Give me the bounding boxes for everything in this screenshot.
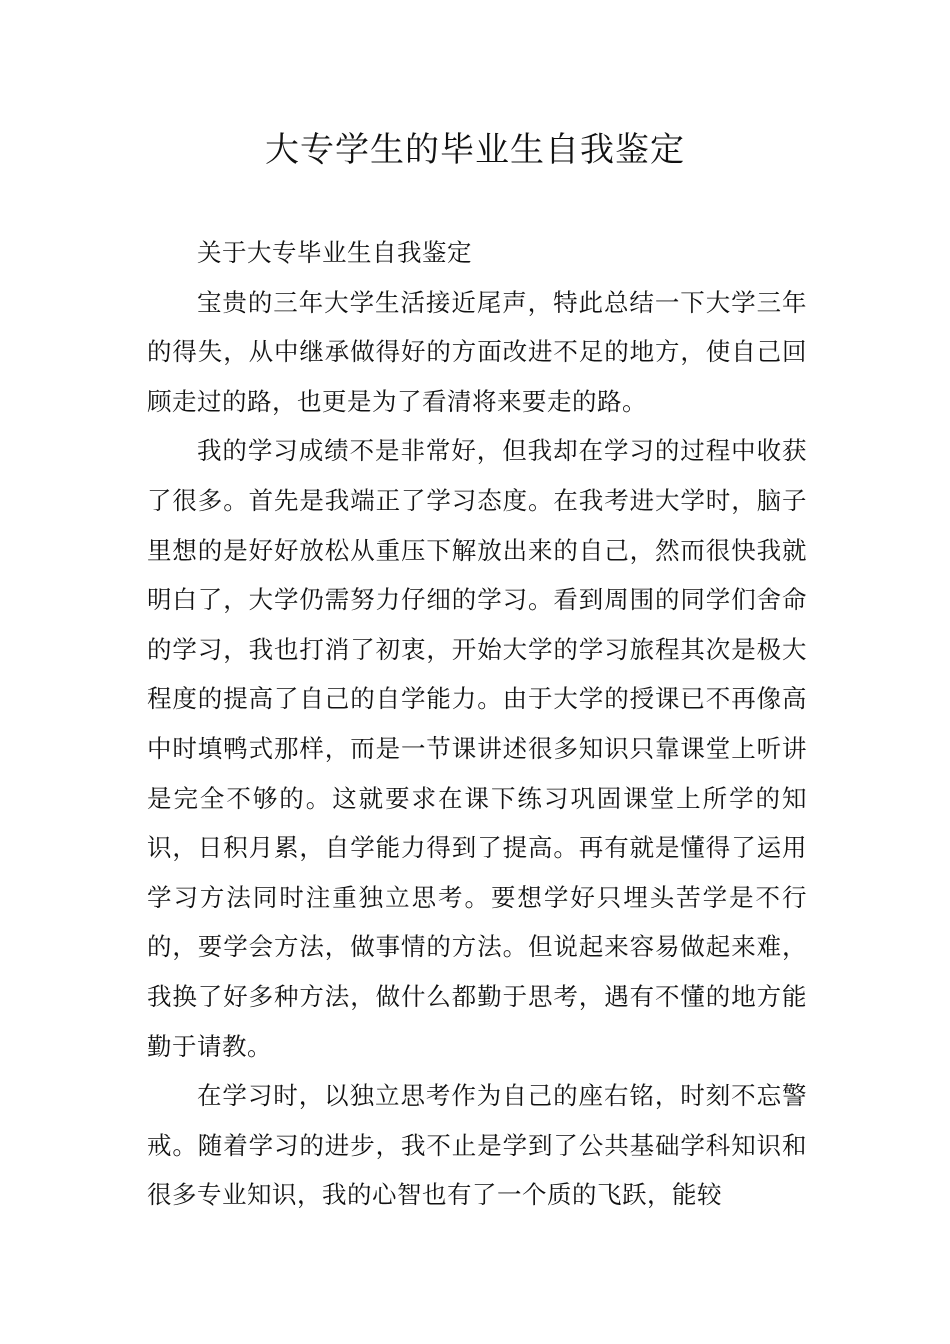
paragraph-subtitle: 关于大专毕业生自我鉴定: [197, 238, 472, 267]
document-title: 大专学生的毕业生自我鉴定: [265, 130, 685, 170]
document-body: [147, 228, 807, 1220]
paragraph-study: 我的学习成绩不是非常好，但我却在学习的过程中收获了很多。首先是我端正了学习态度。在我考进大学时，脑子里想的是好好放松从重压下解放出来的自己，然而很快我就明白了，大学仍需努力仔细的学习。看到周围的同学们舍命的学习，我也打消了初衷，开始大学的学习旅程其次是极大程度的提高了自己的自学能力。由于大学的授课已不再像高中时填鸭式那样，而是一节课讲述很多知识只靠课堂上听讲是完全不够的。这就要求在课下练习巩固课堂上所学的知识，日积月累，自学能力得到了提高。再有就是懂得了运用学习方法同时注重独立思考。要想学好只埋头苦学是不行的，要学会方法，做事情的方法。但说起来容易做起来难，我换了好多种方法，做什么都勤于思考，遇有不懂的地方能勤于请教。: [147, 436, 807, 1061]
paragraph-learning: 在学习时，以独立思考作为自己的座右铭，时刻不忘警戒。随着学习的进步，我不止是学到了公共基础学科知识和很多专业知识，我的心智也有了一个质的飞跃，能较: [147, 1081, 807, 1210]
paragraph-intro: 宝贵的三年大学生活接近尾声，特此总结一下大学三年的得失，从中继承做得好的方面改进不足的地方，使自己回顾走过的路，也更是为了看清将来要走的路。: [147, 287, 807, 416]
